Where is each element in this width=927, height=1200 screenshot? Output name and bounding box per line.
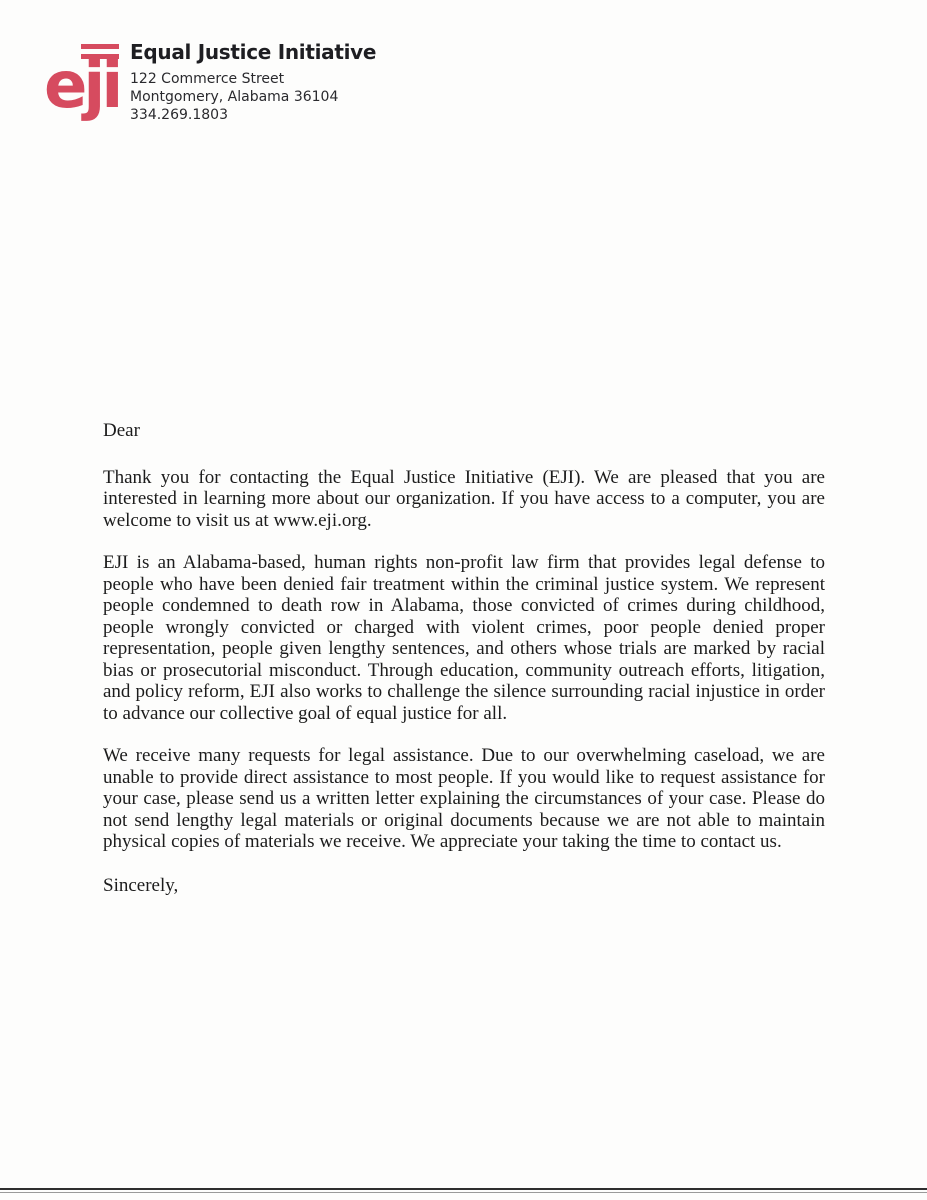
letter-body — [103, 420, 825, 896]
address-line-street: 122 Commerce Street — [130, 71, 285, 87]
closing: Sincerely, — [103, 874, 179, 896]
eji-logo: eji — [44, 49, 120, 123]
salutation: Dear — [103, 420, 140, 441]
phone-number: 334.269.1803 — [130, 107, 228, 123]
org-address — [130, 70, 338, 124]
scan-edge-line-faint — [0, 1192, 927, 1193]
paragraph-intro: Thank you for contacting the Equal Justice Initiative (EJI). We are pleased that you are interested in learning more about our organization. If you have access to a computer, you are welcome to visit us at www.eji.org. — [103, 466, 825, 531]
scan-edge-line — [0, 1188, 927, 1190]
paragraph-about: EJI is an Alabama-based, human rights non-profit law firm that provides legal defense to people who have been denied fair treatment within the criminal justice system. We represent people condemned to death row in Alabama, those convicted of crimes during childhood, people wrongly convicted or charged with violent crimes, poor people denied proper representation, people given lengthy sentences, and others whose trials are marked by racial bias or prosecutorial misconduct. Through education, community outreach efforts, litigation, and policy reform, EJI also works to challenge the silence surrounding racial injustice in order to advance our collective goal of equal justice for all. — [103, 552, 825, 724]
address-line-city: Montgomery, Alabama 36104 — [130, 89, 339, 105]
org-name: Equal Justice Initiative — [130, 40, 377, 64]
paragraph-requests: We receive many requests for legal assistance. Due to our overwhelming caseload, we are unable to provide direct assistance to most people. If you would like to request assistance for your case, please send us a written letter explaining the circumstances of your case. Please do not send lengthy legal materials or original documents because we are not able to maintain physical copies of materials we receive. We appreciate your taking the time to contact us. — [103, 745, 825, 852]
